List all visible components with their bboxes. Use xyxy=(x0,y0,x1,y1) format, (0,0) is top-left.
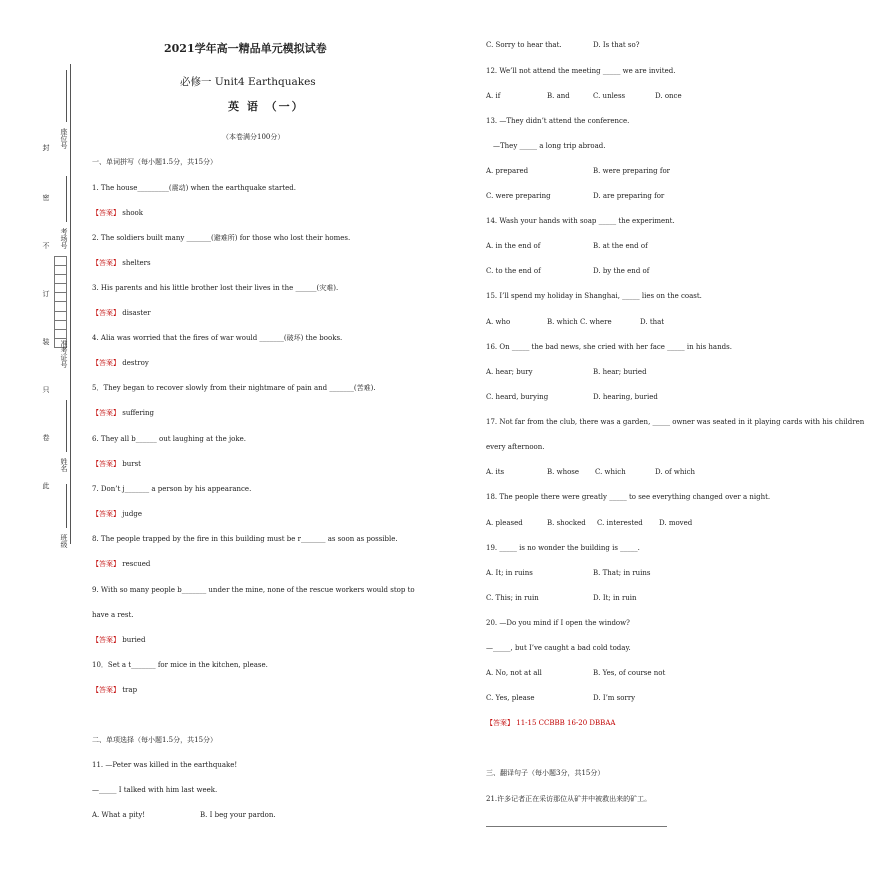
option-12-b: B. and xyxy=(547,92,570,100)
exam-title: 2021学年高一精品单元模拟试卷 xyxy=(164,42,327,55)
option-15-d: D. that xyxy=(640,318,665,326)
answer-8 xyxy=(92,560,150,569)
exam-subtitle: 必修一 Unit4 Earthquakes xyxy=(180,76,316,88)
option-14-a: A. in the end of xyxy=(486,242,541,250)
option-20-a: A. No, not at all xyxy=(486,669,542,677)
seal-char: 此 xyxy=(42,482,50,489)
answer-3 xyxy=(92,309,151,318)
question-17-line2: every afternoon. xyxy=(486,443,545,451)
answer-text: judge xyxy=(122,510,143,518)
option-16-a: A. hear; bury xyxy=(486,368,533,376)
seal-char: 订 xyxy=(42,290,50,297)
answer-text: shelters xyxy=(122,259,151,267)
ticket-number-field: 准考证号 xyxy=(60,340,68,368)
answer-text: disaster xyxy=(122,309,151,317)
question-2: 2. The soldiers built many _______(避难所) for those who lost their homes. xyxy=(92,234,351,242)
question-16: 16. On _____ the bad news, she cried with her face _____ in his hands. xyxy=(486,343,732,351)
answer-text: destroy xyxy=(122,359,149,367)
seat-number-field: 座位号 xyxy=(60,128,68,149)
answer-7 xyxy=(92,510,142,519)
option-17-c: C. which xyxy=(595,468,626,476)
option-11-c: C. Sorry to hear that. xyxy=(486,41,562,49)
answer-1 xyxy=(92,209,143,218)
seal-char: 密 xyxy=(42,194,50,201)
question-13-line2: —They _____ a long trip abroad. xyxy=(493,142,606,150)
option-11-d: D. Is that so? xyxy=(593,41,640,49)
option-13-b: B. were preparing for xyxy=(593,167,671,175)
seal-char: 卷 xyxy=(42,434,50,441)
section2-heading: 二、单项选择（每小题1.5分，共15分） xyxy=(92,736,218,744)
option-12-d: D. once xyxy=(655,92,682,100)
option-16-c: C. heard, burying xyxy=(486,393,549,401)
answer-line xyxy=(486,826,667,827)
option-12-a: A. if xyxy=(486,92,501,100)
question-18: 18. The people there were greatly _____ to see everything changed over a night. xyxy=(486,493,771,501)
answer-label: 【答案】 xyxy=(92,560,120,568)
answer-label: 【答案】 xyxy=(92,409,120,417)
answer-4 xyxy=(92,359,149,368)
option-15-a: A. who xyxy=(486,318,511,326)
question-10: 10．Set a t_______ for mice in the kitchen, please. xyxy=(92,661,268,669)
answer-text: shook xyxy=(122,209,144,217)
option-14-c: C. to the end of xyxy=(486,267,541,275)
field-line xyxy=(66,176,67,222)
question-11: 11. —Peter was killed in the earthquake! xyxy=(92,761,238,769)
question-20: 20. —Do you mind if I open the window? xyxy=(486,619,630,627)
question-7: 7. Don’t j_______ a person by his appearance. xyxy=(92,485,252,493)
question-9: 9. With so many people b_______ under the mine, none of the rescue workers would stop to xyxy=(92,586,415,594)
answer-label: 【答案】 xyxy=(92,510,120,518)
question-9-cont: have a rest. xyxy=(92,611,134,619)
option-19-a: A. It; in ruins xyxy=(486,569,533,577)
option-19-d: D. It; in ruin xyxy=(593,594,637,602)
option-13-d: D. are preparing for xyxy=(593,192,665,200)
question-20-line2: —_____, but I’ve caught a bad cold today. xyxy=(486,644,631,652)
question-5: 5．They began to recover slowly from their nightmare of pain and _______(苦难). xyxy=(92,384,376,392)
option-16-b: B. hear; buried xyxy=(593,368,647,376)
answer-text: trap xyxy=(122,686,138,694)
option-15-bc: B. which C. where xyxy=(547,318,612,326)
seal-char: 不 xyxy=(42,242,50,249)
answer-label: 【答案】 xyxy=(92,359,120,367)
option-17-d: D. of which xyxy=(655,468,696,476)
option-16-d: D. hearing, buried xyxy=(593,393,658,401)
answer-label: 【答案】 xyxy=(92,309,120,317)
answer-text: 11-15 CCBBB 16-20 DBBAA xyxy=(516,719,616,727)
option-20-b: B. Yes, of course not xyxy=(593,669,666,677)
option-13-a: A. prepared xyxy=(486,167,529,175)
answer-label: 【答案】 xyxy=(92,460,120,468)
ticket-number-grid xyxy=(54,256,67,348)
question-17: 17. Not far from the club, there was a garden, _____ owner was seated in it playing cards with his children xyxy=(486,418,865,426)
class-field: 班级 xyxy=(60,534,68,548)
question-12: 12. We’ll not attend the meeting _____ we are invited. xyxy=(486,67,676,75)
question-11-line2: —_____ I talked with him last week. xyxy=(92,786,218,794)
seal-char: 封 xyxy=(42,144,50,151)
answer-text: suffering xyxy=(122,409,155,417)
question-13: 13. —They didn’t attend the conference. xyxy=(486,117,630,125)
answer-label: 【答案】 xyxy=(92,686,120,694)
question-1: 1. The house_________(震动) when the earthquake started. xyxy=(92,184,297,192)
question-4: 4. Alia was worried that the fires of war would _______(破坏) the books. xyxy=(92,334,343,342)
option-18-a: A. pleased xyxy=(486,519,523,527)
name-field: 姓名 xyxy=(60,458,68,472)
option-20-c: C. Yes, please xyxy=(486,694,535,702)
answer-9 xyxy=(92,636,145,645)
option-11-b: B. I beg your pardon. xyxy=(200,811,276,819)
question-6: 6. They all b______ out laughing at the joke. xyxy=(92,435,247,443)
question-21: 21.许多记者正在采访那位从矿井中被救出来的矿工。 xyxy=(486,795,652,803)
answer-label: 【答案】 xyxy=(92,636,120,644)
option-20-d: D. I’m sorry xyxy=(593,694,636,702)
question-15: 15. I’ll spend my holiday in Shanghai, _____ lies on the coast. xyxy=(486,292,702,300)
option-17-b: B. whose xyxy=(547,468,580,476)
answer-label: 【答案】 xyxy=(486,719,514,727)
option-11-a: A. What a pity! xyxy=(92,811,146,819)
option-14-b: B. at the end of xyxy=(593,242,648,250)
answer-2 xyxy=(92,259,151,268)
answer-text: buried xyxy=(122,636,146,644)
option-14-d: D. by the end of xyxy=(593,267,650,275)
binding-line xyxy=(70,64,71,544)
option-18-d: D. moved xyxy=(659,519,693,527)
answer-label: 【答案】 xyxy=(92,209,120,217)
answer-text: rescued xyxy=(122,560,151,568)
seal-char: 装 xyxy=(42,338,50,345)
answer-6 xyxy=(92,460,141,469)
field-line xyxy=(66,400,67,452)
field-line xyxy=(66,484,67,528)
answer-text: burst xyxy=(122,460,141,468)
section1-heading: 一、单词拼写（每小题1.5分，共15分） xyxy=(92,158,218,166)
question-14: 14. Wash your hands with soap _____ the experiment. xyxy=(486,217,675,225)
option-12-c: C. unless xyxy=(593,92,626,100)
score-note: （本卷满分100分） xyxy=(222,133,285,141)
option-19-b: B. That; in ruins xyxy=(593,569,651,577)
exam-room-field: 考场号 xyxy=(60,228,68,249)
option-13-c: C. were preparing xyxy=(486,192,551,200)
exam-subject: 英 语 （一） xyxy=(228,100,305,113)
field-line xyxy=(66,70,67,122)
option-18-c: C. interested xyxy=(597,519,643,527)
answer-label: 【答案】 xyxy=(92,259,120,267)
answer-11-20 xyxy=(486,719,615,728)
option-18-b: B. shocked xyxy=(547,519,586,527)
answer-5 xyxy=(92,409,154,418)
question-8: 8. The people trapped by the fire in this building must be r_______ as soon as possible. xyxy=(92,535,398,543)
question-3: 3. His parents and his little brother lost their lives in the ______(灾难). xyxy=(92,284,339,292)
section3-heading: 三、翻译句子（每小题3分，共15分） xyxy=(486,769,605,777)
option-19-c: C. This; in ruin xyxy=(486,594,539,602)
seal-char: 只 xyxy=(42,386,50,393)
answer-10 xyxy=(92,686,137,695)
question-19: 19. _____ is no wonder the building is _____. xyxy=(486,544,640,552)
option-17-a: A. its xyxy=(486,468,505,476)
